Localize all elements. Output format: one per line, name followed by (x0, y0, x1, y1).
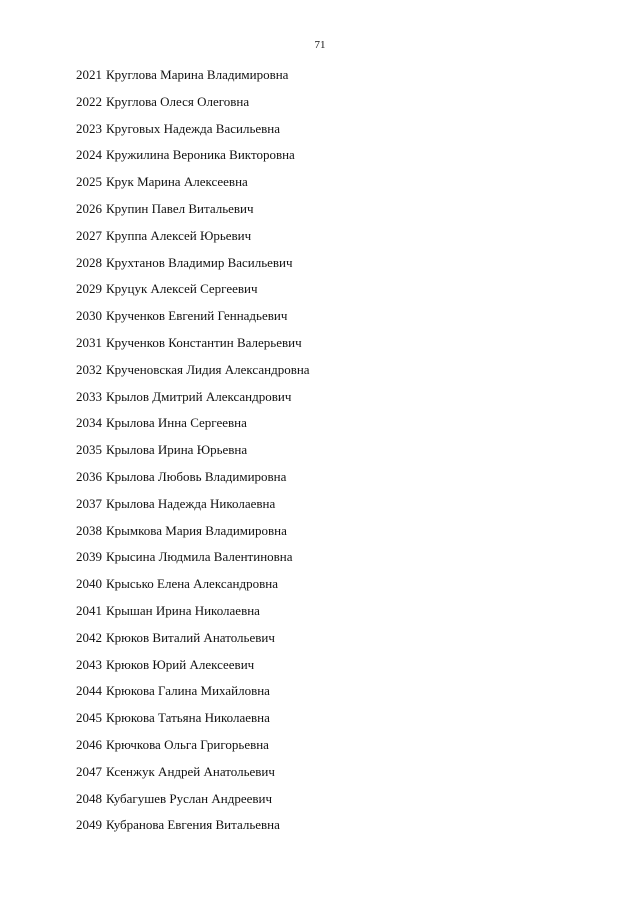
entry-name: Крылова Надежда Николаевна (106, 495, 276, 511)
entry-number: 2021 (76, 67, 102, 82)
list-item (76, 816, 310, 843)
entry-number: 2029 (76, 281, 102, 297)
entry-number: 2049 (76, 817, 102, 833)
entry-number: 2032 (76, 361, 102, 377)
entry-number: 2046 (76, 736, 102, 752)
entry-number: 2022 (76, 93, 102, 109)
list-item (76, 602, 310, 629)
entry-number: 2034 (76, 415, 102, 431)
entry-number: 2024 (76, 147, 102, 163)
list-item (76, 682, 310, 709)
entry-name: Кубагушев Руслан Андреевич (106, 790, 273, 806)
list-item (76, 173, 310, 200)
entry-number: 2028 (76, 254, 102, 270)
list-item (76, 66, 310, 93)
entry-name: Крупин Павел Витальевич (106, 200, 254, 216)
entry-name: Крюкова Галина Михайловна (106, 683, 270, 699)
entry-name: Крученков Евгений Геннадьевич (106, 308, 288, 324)
list-item (76, 388, 310, 415)
entry-name: Круцук Алексей Сергеевич (106, 281, 258, 297)
entry-name: Крюков Юрий Алексеевич (106, 656, 255, 672)
entry-name: Крученков Константин Валерьевич (106, 334, 302, 350)
list-item (76, 790, 310, 817)
list-item (76, 146, 310, 173)
list-item (76, 709, 310, 736)
entry-name: Ксенжук Андрей Анатольевич (106, 763, 275, 779)
entry-number: 2037 (76, 495, 102, 511)
list-item (76, 575, 310, 602)
entry-name: Крюкова Татьяна Николаевна (106, 710, 270, 726)
entry-name: Крылов Дмитрий Александрович (106, 388, 292, 404)
list-item (76, 656, 310, 683)
list-item (76, 334, 310, 361)
entry-name: Крюков Виталий Анатольевич (106, 629, 275, 645)
entry-name: Крученовская Лидия Александровна (106, 361, 310, 377)
entry-name: Круглова Марина Владимировна (106, 67, 289, 82)
entry-number: 2038 (76, 522, 102, 538)
list-item (76, 227, 310, 254)
entry-name: Круглова Олеся Олеговна (106, 93, 250, 109)
list-item (76, 441, 310, 468)
list-item (76, 414, 310, 441)
entry-name: Кубранова Евгения Витальевна (106, 817, 280, 833)
entry-name: Крысина Людмила Валентиновна (106, 549, 293, 565)
entry-number: 2025 (76, 174, 102, 190)
entry-number: 2036 (76, 468, 102, 484)
list-item (76, 495, 310, 522)
entry-name: Крысько Елена Александровна (106, 576, 278, 592)
list-item (76, 93, 310, 120)
page-number: 71 (314, 39, 326, 51)
entry-number: 2042 (76, 629, 102, 645)
entry-number: 2041 (76, 602, 102, 618)
list-item (76, 736, 310, 763)
entry-number: 2035 (76, 442, 102, 458)
list-item (76, 522, 310, 549)
list-item (76, 629, 310, 656)
list-item (76, 280, 310, 307)
entry-name: Крылова Любовь Владимировна (106, 468, 287, 484)
entry-number: 2026 (76, 200, 102, 216)
list-item (76, 120, 310, 147)
entry-name: Крымкова Мария Владимировна (106, 522, 287, 538)
name-list (76, 66, 310, 843)
entry-name: Крухтанов Владимир Васильевич (106, 254, 293, 270)
entry-name: Крючкова Ольга Григорьевна (106, 736, 269, 752)
entry-number: 2031 (76, 334, 102, 350)
entry-number: 2048 (76, 790, 102, 806)
list-item (76, 468, 310, 495)
entry-name: Крылова Инна Сергеевна (106, 415, 247, 431)
entry-number: 2033 (76, 388, 102, 404)
entry-number: 2023 (76, 120, 102, 136)
list-item (76, 307, 310, 334)
entry-number: 2027 (76, 227, 102, 243)
entry-number: 2047 (76, 763, 102, 779)
list-item (76, 200, 310, 227)
entry-name: Крышан Ирина Николаевна (106, 602, 260, 618)
list-item (76, 361, 310, 388)
entry-name: Кружилина Вероника Викторовна (106, 147, 295, 163)
entry-number: 2040 (76, 576, 102, 592)
entry-name: Круппа Алексей Юрьевич (106, 227, 252, 243)
entry-number: 2039 (76, 549, 102, 565)
entry-name: Круговых Надежда Васильевна (106, 120, 281, 136)
list-item (76, 254, 310, 281)
entry-number: 2045 (76, 710, 102, 726)
entry-name: Крылова Ирина Юрьевна (106, 442, 248, 458)
entry-number: 2043 (76, 656, 102, 672)
list-item (76, 548, 310, 575)
entry-name: Крук Марина Алексеевна (106, 174, 248, 190)
entry-number: 2044 (76, 683, 102, 699)
entry-number: 2030 (76, 308, 102, 324)
list-item (76, 763, 310, 790)
